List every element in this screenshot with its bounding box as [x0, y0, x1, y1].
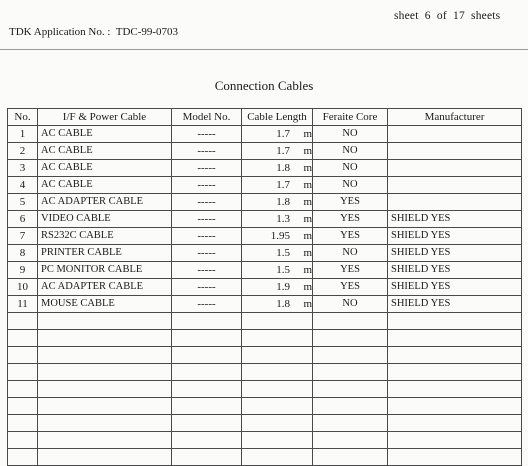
empty-table-row	[8, 432, 522, 449]
empty-cell	[313, 347, 388, 364]
cable-length	[242, 143, 313, 160]
empty-cell	[172, 415, 242, 432]
table-row	[8, 177, 522, 194]
manufacturer: SHIELD YES	[388, 211, 522, 228]
model-number: -----	[172, 160, 242, 177]
cable-length-unit: m	[303, 128, 312, 140]
empty-table-row	[8, 415, 522, 432]
cable-name: AC ADAPTER CABLE	[38, 279, 172, 296]
empty-cell	[172, 313, 242, 330]
ferrite-core: YES	[313, 211, 388, 228]
cable-length-value: 1.5	[276, 247, 290, 259]
cable-length	[242, 126, 313, 143]
empty-cell	[38, 347, 172, 364]
row-number: 4	[8, 177, 38, 194]
cable-length-value: 1.8	[276, 298, 290, 310]
cable-length-unit: m	[303, 179, 312, 191]
manufacturer: SHIELD YES	[388, 228, 522, 245]
table-header-row	[8, 109, 522, 126]
empty-cell	[8, 398, 38, 415]
manufacturer: SHIELD YES	[388, 262, 522, 279]
table-row	[8, 194, 522, 211]
cable-length-value: 1.5	[276, 264, 290, 276]
manufacturer	[388, 160, 522, 177]
empty-cell	[172, 381, 242, 398]
ferrite-core: YES	[313, 194, 388, 211]
empty-cell	[388, 313, 522, 330]
empty-cell	[242, 330, 313, 347]
empty-cell	[313, 330, 388, 347]
cable-name: AC CABLE	[38, 177, 172, 194]
empty-cell	[313, 432, 388, 449]
ferrite-core: YES	[313, 279, 388, 296]
model-number: -----	[172, 296, 242, 313]
ferrite-core: NO	[313, 126, 388, 143]
cable-length-value: 1.7	[276, 145, 290, 157]
cable-length-unit: m	[303, 264, 312, 276]
cable-length-value: 1.7	[276, 128, 290, 140]
row-number: 11	[8, 296, 38, 313]
row-number: 6	[8, 211, 38, 228]
empty-cell	[8, 449, 38, 466]
cable-length-unit: m	[303, 281, 312, 293]
empty-cell	[172, 330, 242, 347]
cable-length	[242, 160, 313, 177]
cable-length-value: 1.8	[276, 196, 290, 208]
ferrite-core: NO	[313, 177, 388, 194]
empty-cell	[38, 449, 172, 466]
empty-cell	[38, 398, 172, 415]
row-number: 3	[8, 160, 38, 177]
table-row	[8, 296, 522, 313]
empty-cell	[388, 449, 522, 466]
cable-length-value: 1.9	[276, 281, 290, 293]
cable-length-unit: m	[303, 213, 312, 225]
cable-length	[242, 296, 313, 313]
cable-name: AC CABLE	[38, 143, 172, 160]
model-number: -----	[172, 228, 242, 245]
empty-cell	[172, 364, 242, 381]
model-number: -----	[172, 211, 242, 228]
empty-cell	[38, 330, 172, 347]
cable-length	[242, 228, 313, 245]
table-row	[8, 279, 522, 296]
manufacturer: SHIELD YES	[388, 245, 522, 262]
cable-name: AC CABLE	[38, 160, 172, 177]
empty-cell	[38, 364, 172, 381]
empty-cell	[8, 415, 38, 432]
cable-length-value: 1.95	[270, 230, 290, 242]
cable-length-unit: m	[303, 230, 312, 242]
column-header-length: Cable Length	[242, 109, 313, 126]
row-number: 1	[8, 126, 38, 143]
empty-cell	[242, 381, 313, 398]
model-number: -----	[172, 194, 242, 211]
ferrite-core: NO	[313, 143, 388, 160]
empty-cell	[8, 432, 38, 449]
page-title: Connection Cables	[214, 78, 314, 93]
row-number: 5	[8, 194, 38, 211]
table-body	[8, 126, 522, 466]
manufacturer: SHIELD YES	[388, 279, 522, 296]
cable-length	[242, 262, 313, 279]
empty-cell	[242, 313, 313, 330]
cable-length-unit: m	[303, 196, 312, 208]
column-header-manufacturer: Manufacturer	[388, 109, 522, 126]
row-number: 9	[8, 262, 38, 279]
empty-cell	[38, 432, 172, 449]
cable-name: RS232C CABLE	[38, 228, 172, 245]
empty-cell	[8, 364, 38, 381]
row-number: 10	[8, 279, 38, 296]
cable-length	[242, 211, 313, 228]
cable-name: VIDEO CABLE	[38, 211, 172, 228]
cable-length-value: 1.3	[276, 213, 290, 225]
empty-cell	[388, 415, 522, 432]
empty-cell	[242, 347, 313, 364]
cable-name: AC ADAPTER CABLE	[38, 194, 172, 211]
empty-cell	[313, 313, 388, 330]
manufacturer: SHIELD YES	[388, 296, 522, 313]
cable-length-unit: m	[303, 298, 312, 310]
empty-table-row	[8, 330, 522, 347]
table-row	[8, 126, 522, 143]
table-row	[8, 228, 522, 245]
empty-cell	[313, 364, 388, 381]
column-header-core: Feraite Core	[313, 109, 388, 126]
empty-cell	[242, 432, 313, 449]
empty-cell	[388, 398, 522, 415]
column-header-model: Model No.	[172, 109, 242, 126]
cable-length-unit: m	[303, 247, 312, 259]
cable-name: PC MONITOR CABLE	[38, 262, 172, 279]
empty-cell	[242, 449, 313, 466]
empty-cell	[172, 449, 242, 466]
empty-cell	[38, 313, 172, 330]
empty-cell	[242, 398, 313, 415]
ferrite-core: YES	[313, 262, 388, 279]
empty-cell	[388, 432, 522, 449]
empty-cell	[313, 398, 388, 415]
empty-table-row	[8, 313, 522, 330]
empty-table-row	[8, 347, 522, 364]
sheet-info: sheet 6 of 17 sheets	[394, 10, 501, 22]
empty-cell	[388, 381, 522, 398]
ferrite-core: NO	[313, 160, 388, 177]
row-number: 8	[8, 245, 38, 262]
table-row	[8, 211, 522, 228]
table-row	[8, 245, 522, 262]
empty-cell	[38, 381, 172, 398]
table-row	[8, 262, 522, 279]
connection-cables-table	[7, 108, 522, 466]
column-header-cable: I/F & Power Cable	[38, 109, 172, 126]
empty-cell	[242, 364, 313, 381]
model-number: -----	[172, 126, 242, 143]
model-number: -----	[172, 143, 242, 160]
empty-cell	[313, 415, 388, 432]
empty-cell	[8, 381, 38, 398]
model-number: -----	[172, 262, 242, 279]
empty-cell	[388, 364, 522, 381]
header-divider	[0, 49, 528, 50]
manufacturer	[388, 194, 522, 211]
cable-length	[242, 177, 313, 194]
empty-cell	[242, 415, 313, 432]
ferrite-core: YES	[313, 228, 388, 245]
empty-table-row	[8, 364, 522, 381]
empty-table-row	[8, 398, 522, 415]
empty-cell	[8, 313, 38, 330]
table-row	[8, 143, 522, 160]
cable-name: PRINTER CABLE	[38, 245, 172, 262]
cable-name: MOUSE CABLE	[38, 296, 172, 313]
row-number: 2	[8, 143, 38, 160]
empty-cell	[313, 449, 388, 466]
model-number: -----	[172, 177, 242, 194]
manufacturer	[388, 143, 522, 160]
cable-length	[242, 279, 313, 296]
manufacturer	[388, 177, 522, 194]
row-number: 7	[8, 228, 38, 245]
empty-cell	[172, 398, 242, 415]
model-number: -----	[172, 245, 242, 262]
empty-table-row	[8, 449, 522, 466]
cable-length-value: 1.7	[276, 179, 290, 191]
cable-length	[242, 194, 313, 211]
empty-cell	[38, 415, 172, 432]
empty-cell	[8, 347, 38, 364]
manufacturer	[388, 126, 522, 143]
empty-cell	[172, 347, 242, 364]
empty-cell	[172, 432, 242, 449]
empty-table-row	[8, 381, 522, 398]
column-header-no: No.	[8, 109, 38, 126]
cable-length-unit: m	[303, 145, 312, 157]
application-number: TDK Application No. : TDC-99-0703	[9, 26, 179, 38]
empty-cell	[388, 347, 522, 364]
cable-name: AC CABLE	[38, 126, 172, 143]
empty-cell	[8, 330, 38, 347]
cable-length	[242, 245, 313, 262]
ferrite-core: NO	[313, 245, 388, 262]
model-number: -----	[172, 279, 242, 296]
empty-cell	[313, 381, 388, 398]
empty-cell	[388, 330, 522, 347]
ferrite-core: NO	[313, 296, 388, 313]
table-row	[8, 160, 522, 177]
cable-length-unit: m	[303, 162, 312, 174]
cable-length-value: 1.8	[276, 162, 290, 174]
